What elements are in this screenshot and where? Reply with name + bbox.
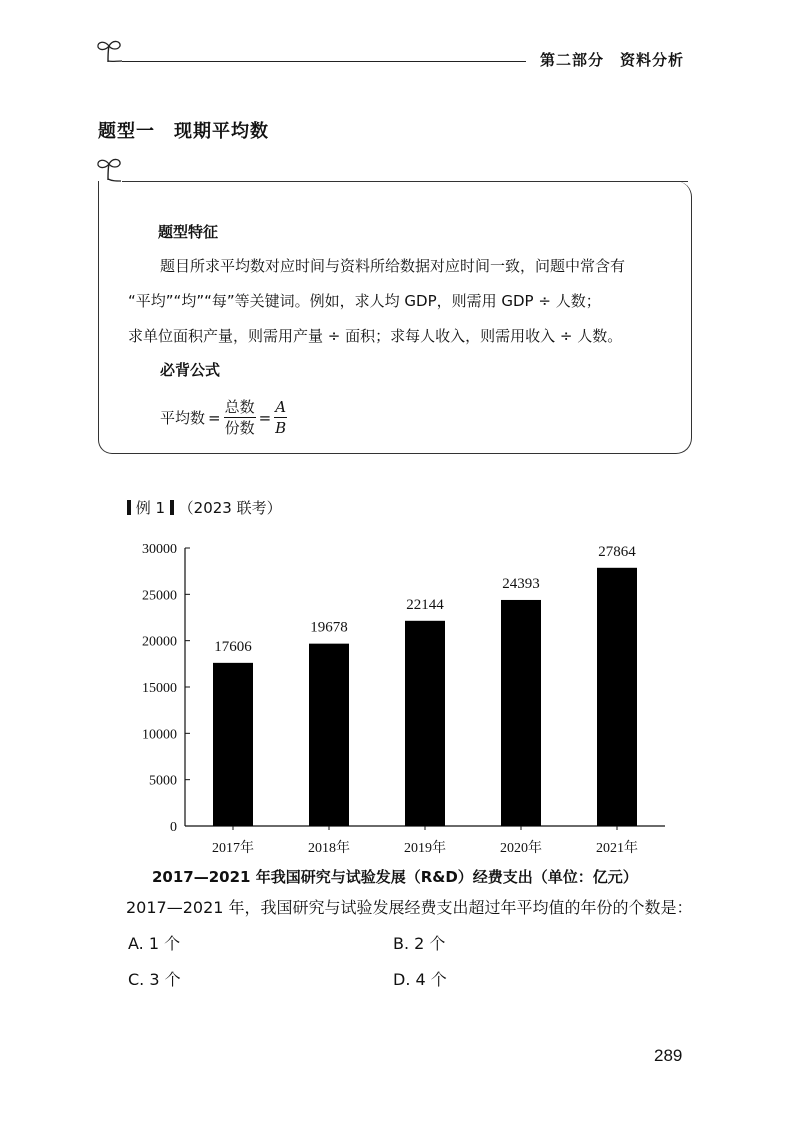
formula-lhs: 平均数 [160,408,206,427]
example-source: （2023 联考） [178,499,282,517]
fraction-denominator: B [275,419,287,437]
bar [501,600,541,826]
formula [160,398,287,437]
example-label: 例 1 [135,499,166,517]
x-tick-label: 2018年 [308,841,350,856]
header-rule [122,61,526,62]
feature-line: 求单位面积产量，则需用产量 ÷ 面积；求每人收入，则需用收入 ÷ 人数。 [128,327,623,345]
y-tick-label: 15000 [142,681,177,696]
bar [213,663,253,826]
y-tick-label: 20000 [142,634,177,650]
bar [405,621,445,826]
feature-line: 题目所求平均数对应时间与资料所给数据对应时间一致，问题中常含有 [160,257,626,275]
option-d[interactable]: D. 4 个 [393,970,447,989]
feature-line: “平均”“均”“每”等关键词。例如，求人均 GDP，则需用 GDP ÷ 人数； [128,292,601,310]
y-tick-label: 10000 [142,727,177,743]
bar-value-label: 24393 [502,575,540,592]
bar [309,644,349,826]
x-tick-label: 2019年 [404,841,446,856]
fraction-symbols [274,398,287,437]
fraction-denominator: 份数 [224,419,255,437]
bar [597,568,637,826]
y-tick-label: 5000 [149,773,177,789]
x-tick-label: 2017年 [212,841,254,856]
example-heading [127,497,282,518]
question-text: 2017—2021 年，我国研究与试验发展经费支出超过年平均值的年份的个数是： [126,898,693,917]
x-tick-label: 2020年 [500,841,542,856]
page-number: 289 [654,1046,683,1065]
bracket-mark [170,500,174,515]
callout-top-rule [122,181,688,182]
bar-chart [120,535,680,860]
y-tick-label: 30000 [142,542,177,557]
x-tick-label: 2021年 [596,841,638,856]
formula-equals: = [208,408,221,427]
option-a[interactable]: A. 1 个 [128,934,181,953]
option-b[interactable]: B. 2 个 [393,934,446,953]
bar-value-label: 19678 [310,619,348,636]
header-title: 第二部分 资料分析 [540,51,685,69]
feature-label: 题型特征 [158,223,219,241]
section-title: 题型一 现期平均数 [98,121,269,142]
sprout-icon [94,36,124,66]
formula-equals: = [258,408,272,427]
y-tick-label: 0 [170,820,177,835]
bar-value-label: 27864 [598,543,636,560]
fraction-numerator: 总数 [224,398,255,416]
fraction-words [224,398,256,437]
bar-value-label: 17606 [214,638,252,655]
option-c[interactable]: C. 3 个 [128,970,181,989]
fraction-numerator: A [275,398,287,416]
y-tick-label: 25000 [142,588,177,604]
chart-caption: 2017—2021 年我国研究与试验发展（R&D）经费支出（单位：亿元） [152,868,638,886]
bracket-mark [127,500,131,515]
sprout-icon [94,154,124,184]
bar-value-label: 22144 [406,596,444,613]
formula-label: 必背公式 [160,361,221,379]
